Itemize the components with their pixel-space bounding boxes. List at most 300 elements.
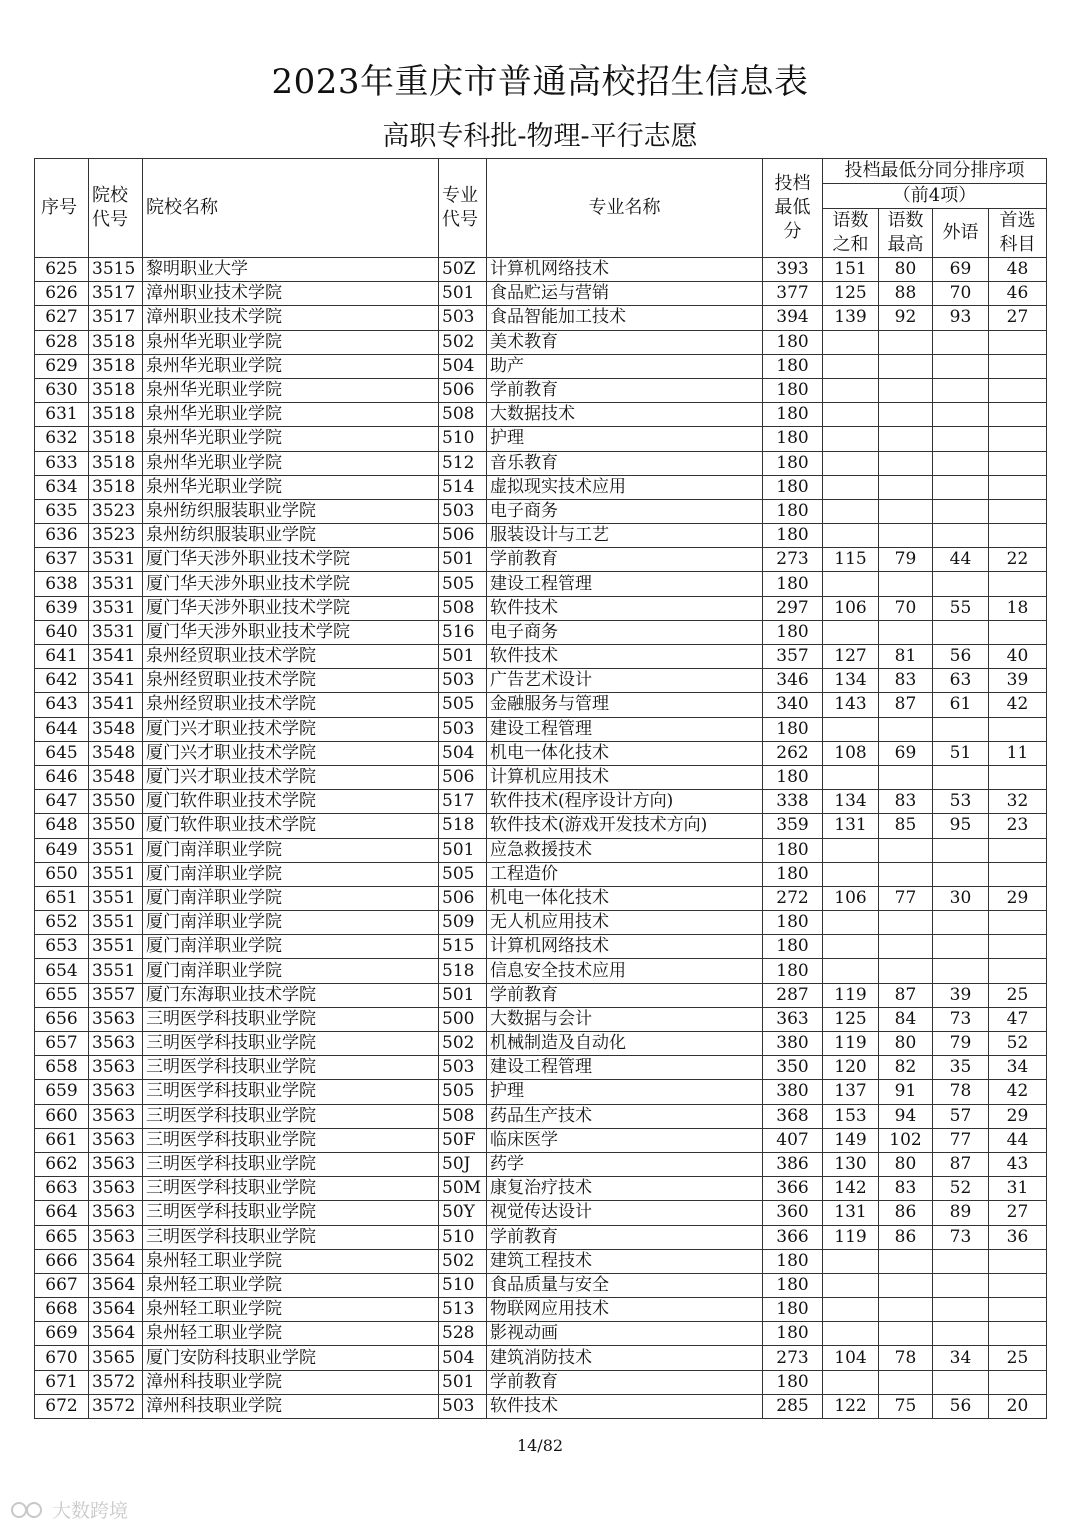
cell-t4 <box>989 1298 1047 1322</box>
cell-t3: 55 <box>933 596 989 620</box>
cell-school-code: 3518 <box>89 403 143 427</box>
cell-t4: 29 <box>989 886 1047 910</box>
cell-t1: 106 <box>823 596 879 620</box>
cell-t4 <box>989 862 1047 886</box>
cell-major-name: 应急救援技术 <box>487 838 763 862</box>
cell-seq: 649 <box>35 838 89 862</box>
cell-t1 <box>823 330 879 354</box>
cell-major-code: 50J <box>439 1152 487 1176</box>
cell-major-name: 机械制造及自动化 <box>487 1032 763 1056</box>
cell-min-score: 180 <box>763 1273 823 1297</box>
cell-min-score: 180 <box>763 499 823 523</box>
cell-min-score: 363 <box>763 1007 823 1031</box>
cell-major-name: 大数据技术 <box>487 403 763 427</box>
table-row <box>35 1346 1047 1370</box>
cell-t1: 119 <box>823 1032 879 1056</box>
cell-seq: 671 <box>35 1370 89 1394</box>
cell-t3: 61 <box>933 693 989 717</box>
header-school-name: 院校名称 <box>143 159 439 258</box>
cell-t2: 87 <box>879 983 933 1007</box>
cell-t4 <box>989 1273 1047 1297</box>
table-row <box>35 620 1047 644</box>
cell-min-score: 180 <box>763 1249 823 1273</box>
cell-seq: 667 <box>35 1273 89 1297</box>
cell-seq: 640 <box>35 620 89 644</box>
cell-school-code: 3518 <box>89 354 143 378</box>
header-row-1 <box>35 159 1047 184</box>
cell-school-name: 厦门南洋职业学院 <box>143 959 439 983</box>
cell-t2: 86 <box>879 1201 933 1225</box>
cell-major-name: 药学 <box>487 1152 763 1176</box>
table-row <box>35 427 1047 451</box>
cell-school-name: 三明医学科技职业学院 <box>143 1056 439 1080</box>
cell-t3 <box>933 524 989 548</box>
cell-major-code: 501 <box>439 548 487 572</box>
cell-t2 <box>879 572 933 596</box>
cell-major-code: 513 <box>439 1298 487 1322</box>
cell-school-name: 厦门南洋职业学院 <box>143 862 439 886</box>
cell-seq: 636 <box>35 524 89 548</box>
cell-school-code: 3551 <box>89 935 143 959</box>
cell-major-name: 虚拟现实技术应用 <box>487 475 763 499</box>
cell-major-name: 电子商务 <box>487 499 763 523</box>
cell-school-name: 厦门兴才职业技术学院 <box>143 717 439 741</box>
cell-seq: 658 <box>35 1056 89 1080</box>
table-row <box>35 838 1047 862</box>
cell-t4: 27 <box>989 1201 1047 1225</box>
cell-t2 <box>879 620 933 644</box>
cell-t1: 143 <box>823 693 879 717</box>
cell-seq: 627 <box>35 306 89 330</box>
cell-t1 <box>823 378 879 402</box>
cell-t4 <box>989 330 1047 354</box>
table-row <box>35 1007 1047 1031</box>
cell-school-code: 3531 <box>89 620 143 644</box>
cell-seq: 663 <box>35 1177 89 1201</box>
table-row <box>35 451 1047 475</box>
table-row <box>35 1128 1047 1152</box>
cell-t4: 40 <box>989 645 1047 669</box>
cell-min-score: 340 <box>763 693 823 717</box>
table-row <box>35 862 1047 886</box>
cell-major-code: 510 <box>439 427 487 451</box>
cell-major-code: 501 <box>439 645 487 669</box>
cell-min-score: 368 <box>763 1104 823 1128</box>
cell-school-name: 泉州轻工职业学院 <box>143 1249 439 1273</box>
cell-school-code: 3557 <box>89 983 143 1007</box>
cell-school-code: 3563 <box>89 1007 143 1031</box>
cell-seq: 653 <box>35 935 89 959</box>
cell-school-name: 泉州华光职业学院 <box>143 354 439 378</box>
cell-major-name: 康复治疗技术 <box>487 1177 763 1201</box>
cell-t2: 77 <box>879 886 933 910</box>
cell-min-score: 180 <box>763 935 823 959</box>
cell-min-score: 377 <box>763 282 823 306</box>
cell-min-score: 262 <box>763 741 823 765</box>
cell-school-name: 厦门安防科技职业学院 <box>143 1346 439 1370</box>
cell-seq: 650 <box>35 862 89 886</box>
cell-major-code: 504 <box>439 741 487 765</box>
cell-school-name: 三明医学科技职业学院 <box>143 1007 439 1031</box>
cell-t4 <box>989 499 1047 523</box>
cell-school-name: 泉州经贸职业技术学院 <box>143 645 439 669</box>
cell-seq: 651 <box>35 886 89 910</box>
cell-t1: 125 <box>823 282 879 306</box>
cell-t1 <box>823 838 879 862</box>
cell-seq: 638 <box>35 572 89 596</box>
cell-seq: 668 <box>35 1298 89 1322</box>
cell-seq: 670 <box>35 1346 89 1370</box>
cell-major-name: 学前教育 <box>487 983 763 1007</box>
cell-t1: 104 <box>823 1346 879 1370</box>
table-row <box>35 572 1047 596</box>
cell-school-name: 厦门南洋职业学院 <box>143 886 439 910</box>
header-seq: 序号 <box>35 159 89 258</box>
cell-school-code: 3517 <box>89 306 143 330</box>
cell-t4: 18 <box>989 596 1047 620</box>
cell-t2 <box>879 330 933 354</box>
cell-min-score: 346 <box>763 669 823 693</box>
cell-school-name: 泉州华光职业学院 <box>143 378 439 402</box>
cell-seq: 625 <box>35 258 89 282</box>
cell-t3: 63 <box>933 669 989 693</box>
cell-school-name: 三明医学科技职业学院 <box>143 1201 439 1225</box>
admission-table <box>34 158 1047 1419</box>
cell-t2 <box>879 1249 933 1273</box>
cell-school-code: 3523 <box>89 524 143 548</box>
table-row <box>35 1032 1047 1056</box>
cell-seq: 634 <box>35 475 89 499</box>
cell-t4: 32 <box>989 790 1047 814</box>
cell-min-score: 180 <box>763 475 823 499</box>
cell-major-code: 508 <box>439 403 487 427</box>
cell-t2 <box>879 403 933 427</box>
cell-major-name: 护理 <box>487 427 763 451</box>
cell-t2: 79 <box>879 548 933 572</box>
cell-seq: 632 <box>35 427 89 451</box>
cell-t1: 125 <box>823 1007 879 1031</box>
header-t1: 语数之和 <box>823 209 879 258</box>
cell-min-score: 273 <box>763 1346 823 1370</box>
cell-school-name: 厦门华天涉外职业技术学院 <box>143 620 439 644</box>
cell-t1 <box>823 717 879 741</box>
table-row <box>35 596 1047 620</box>
cell-seq: 642 <box>35 669 89 693</box>
header-major-name: 专业名称 <box>487 159 763 258</box>
cell-t4: 39 <box>989 669 1047 693</box>
cell-min-score: 180 <box>763 403 823 427</box>
cell-t1: 122 <box>823 1394 879 1418</box>
cell-t3 <box>933 475 989 499</box>
cell-major-name: 金融服务与管理 <box>487 693 763 717</box>
cell-t1 <box>823 765 879 789</box>
cell-t4 <box>989 427 1047 451</box>
cell-school-code: 3565 <box>89 1346 143 1370</box>
cell-school-name: 厦门南洋职业学院 <box>143 935 439 959</box>
table-row <box>35 524 1047 548</box>
cell-min-score: 360 <box>763 1201 823 1225</box>
cell-t2: 83 <box>879 790 933 814</box>
cell-school-name: 漳州科技职业学院 <box>143 1394 439 1418</box>
cell-major-name: 助产 <box>487 354 763 378</box>
cell-t4: 47 <box>989 1007 1047 1031</box>
cell-t2 <box>879 524 933 548</box>
table-row <box>35 911 1047 935</box>
cell-seq: 643 <box>35 693 89 717</box>
cell-school-name: 泉州经贸职业技术学院 <box>143 669 439 693</box>
cell-t4: 22 <box>989 548 1047 572</box>
cell-school-name: 三明医学科技职业学院 <box>143 1080 439 1104</box>
cell-t4 <box>989 717 1047 741</box>
cell-seq: 631 <box>35 403 89 427</box>
cell-school-code: 3551 <box>89 838 143 862</box>
cell-t3 <box>933 403 989 427</box>
cell-major-code: 518 <box>439 959 487 983</box>
cell-school-code: 3523 <box>89 499 143 523</box>
cell-major-name: 学前教育 <box>487 1370 763 1394</box>
cell-min-score: 380 <box>763 1080 823 1104</box>
cell-major-code: 502 <box>439 1249 487 1273</box>
cell-t3: 57 <box>933 1104 989 1128</box>
cell-t2 <box>879 1370 933 1394</box>
cell-t1: 137 <box>823 1080 879 1104</box>
cell-t4: 52 <box>989 1032 1047 1056</box>
cell-major-name: 大数据与会计 <box>487 1007 763 1031</box>
cell-t1 <box>823 354 879 378</box>
cell-school-name: 泉州华光职业学院 <box>143 475 439 499</box>
cell-major-name: 建筑消防技术 <box>487 1346 763 1370</box>
cell-t4: 25 <box>989 1346 1047 1370</box>
table-row <box>35 645 1047 669</box>
cell-major-code: 501 <box>439 838 487 862</box>
cell-t1: 142 <box>823 1177 879 1201</box>
cell-major-name: 软件技术(程序设计方向) <box>487 790 763 814</box>
table-row <box>35 258 1047 282</box>
cell-seq: 669 <box>35 1322 89 1346</box>
cell-seq: 645 <box>35 741 89 765</box>
cell-major-code: 506 <box>439 524 487 548</box>
table-row <box>35 1273 1047 1297</box>
cell-t1: 127 <box>823 645 879 669</box>
cell-school-name: 三明医学科技职业学院 <box>143 1032 439 1056</box>
cell-t3: 35 <box>933 1056 989 1080</box>
header-school-code: 院校代号 <box>89 159 143 258</box>
cell-school-code: 3563 <box>89 1056 143 1080</box>
cell-school-code: 3563 <box>89 1032 143 1056</box>
cell-t3 <box>933 838 989 862</box>
cell-t1: 151 <box>823 258 879 282</box>
cell-seq: 655 <box>35 983 89 1007</box>
cell-school-code: 3563 <box>89 1201 143 1225</box>
cell-school-code: 3541 <box>89 645 143 669</box>
cell-school-code: 3550 <box>89 814 143 838</box>
cell-t3 <box>933 911 989 935</box>
cell-t1 <box>823 403 879 427</box>
brand-text: 大数跨境 <box>52 1501 129 1522</box>
cell-major-code: 502 <box>439 330 487 354</box>
cell-seq: 644 <box>35 717 89 741</box>
cell-t4: 46 <box>989 282 1047 306</box>
cell-school-code: 3563 <box>89 1080 143 1104</box>
cell-t1 <box>823 475 879 499</box>
cell-min-score: 393 <box>763 258 823 282</box>
cell-major-code: 501 <box>439 983 487 1007</box>
cell-t3: 44 <box>933 548 989 572</box>
cell-seq: 637 <box>35 548 89 572</box>
cell-major-name: 建设工程管理 <box>487 1056 763 1080</box>
cell-t1 <box>823 427 879 451</box>
cell-min-score: 386 <box>763 1152 823 1176</box>
cell-t1 <box>823 1298 879 1322</box>
cell-t4: 31 <box>989 1177 1047 1201</box>
cell-seq: 629 <box>35 354 89 378</box>
cell-t2 <box>879 1322 933 1346</box>
cell-t2: 80 <box>879 1032 933 1056</box>
table-row <box>35 959 1047 983</box>
cell-seq: 662 <box>35 1152 89 1176</box>
cell-t3 <box>933 427 989 451</box>
cell-min-score: 366 <box>763 1225 823 1249</box>
cell-school-name: 厦门南洋职业学院 <box>143 911 439 935</box>
cell-major-name: 无人机应用技术 <box>487 911 763 935</box>
cell-school-code: 3548 <box>89 765 143 789</box>
cell-t2: 92 <box>879 306 933 330</box>
cell-major-name: 计算机网络技术 <box>487 258 763 282</box>
cell-t3 <box>933 765 989 789</box>
cell-min-score: 359 <box>763 814 823 838</box>
cell-min-score: 180 <box>763 765 823 789</box>
cell-t2: 80 <box>879 1152 933 1176</box>
cell-seq: 660 <box>35 1104 89 1128</box>
cell-major-code: 500 <box>439 1007 487 1031</box>
cell-t3 <box>933 572 989 596</box>
table-row <box>35 354 1047 378</box>
cell-t4 <box>989 572 1047 596</box>
cell-major-code: 50M <box>439 1177 487 1201</box>
cell-school-name: 厦门华天涉外职业技术学院 <box>143 596 439 620</box>
cell-school-name: 泉州纺织服装职业学院 <box>143 524 439 548</box>
cell-major-code: 517 <box>439 790 487 814</box>
cell-major-name: 美术教育 <box>487 330 763 354</box>
cell-t3: 51 <box>933 741 989 765</box>
cell-t3: 52 <box>933 1177 989 1201</box>
table-row <box>35 1152 1047 1176</box>
table-row <box>35 403 1047 427</box>
cell-t3 <box>933 451 989 475</box>
cell-school-name: 厦门软件职业技术学院 <box>143 814 439 838</box>
cell-major-name: 建筑工程技术 <box>487 1249 763 1273</box>
cell-seq: 661 <box>35 1128 89 1152</box>
table-row <box>35 886 1047 910</box>
cell-t2 <box>879 451 933 475</box>
brand-logo-icon <box>10 1499 46 1521</box>
cell-t2 <box>879 499 933 523</box>
header-min-score: 投档最低分 <box>763 159 823 258</box>
cell-seq: 641 <box>35 645 89 669</box>
cell-seq: 626 <box>35 282 89 306</box>
cell-school-name: 厦门兴才职业技术学院 <box>143 765 439 789</box>
table-row <box>35 1104 1047 1128</box>
cell-min-score: 180 <box>763 378 823 402</box>
cell-t3 <box>933 378 989 402</box>
cell-major-name: 机电一体化技术 <box>487 886 763 910</box>
cell-major-name: 电子商务 <box>487 620 763 644</box>
cell-t4: 20 <box>989 1394 1047 1418</box>
cell-school-name: 黎明职业大学 <box>143 258 439 282</box>
cell-seq: 646 <box>35 765 89 789</box>
table-row <box>35 790 1047 814</box>
cell-t1 <box>823 1249 879 1273</box>
cell-major-code: 506 <box>439 765 487 789</box>
cell-major-name: 学前教育 <box>487 378 763 402</box>
cell-t1 <box>823 935 879 959</box>
cell-seq: 639 <box>35 596 89 620</box>
cell-seq: 657 <box>35 1032 89 1056</box>
cell-t3: 95 <box>933 814 989 838</box>
cell-school-code: 3517 <box>89 282 143 306</box>
cell-t3 <box>933 499 989 523</box>
table-row <box>35 1177 1047 1201</box>
cell-t1 <box>823 1273 879 1297</box>
table-row <box>35 1298 1047 1322</box>
table-row <box>35 717 1047 741</box>
table-row <box>35 669 1047 693</box>
cell-t2: 91 <box>879 1080 933 1104</box>
page-title: 2023年重庆市普通高校招生信息表 <box>271 62 809 102</box>
table-row <box>35 983 1047 1007</box>
cell-min-score: 350 <box>763 1056 823 1080</box>
cell-t4: 11 <box>989 741 1047 765</box>
cell-seq: 635 <box>35 499 89 523</box>
table-row <box>35 1370 1047 1394</box>
cell-t3: 77 <box>933 1128 989 1152</box>
cell-t3: 34 <box>933 1346 989 1370</box>
cell-t3 <box>933 935 989 959</box>
cell-major-name: 机电一体化技术 <box>487 741 763 765</box>
cell-major-name: 广告艺术设计 <box>487 669 763 693</box>
cell-t4 <box>989 451 1047 475</box>
cell-min-score: 380 <box>763 1032 823 1056</box>
cell-t3: 78 <box>933 1080 989 1104</box>
cell-major-code: 516 <box>439 620 487 644</box>
cell-major-name: 学前教育 <box>487 548 763 572</box>
cell-school-code: 3518 <box>89 475 143 499</box>
cell-min-score: 180 <box>763 862 823 886</box>
cell-t4 <box>989 475 1047 499</box>
cell-major-name: 食品贮运与营销 <box>487 282 763 306</box>
cell-t4: 27 <box>989 306 1047 330</box>
table-row <box>35 330 1047 354</box>
table-row <box>35 499 1047 523</box>
cell-t3: 53 <box>933 790 989 814</box>
cell-t4: 42 <box>989 1080 1047 1104</box>
cell-school-code: 3563 <box>89 1225 143 1249</box>
page-subtitle: 高职专科批-物理-平行志愿 <box>382 121 698 152</box>
cell-t1: 119 <box>823 1225 879 1249</box>
cell-t2 <box>879 911 933 935</box>
cell-t1 <box>823 620 879 644</box>
cell-t4: 23 <box>989 814 1047 838</box>
cell-school-name: 泉州纺织服装职业学院 <box>143 499 439 523</box>
cell-school-code: 3531 <box>89 596 143 620</box>
cell-t1 <box>823 911 879 935</box>
cell-min-score: 180 <box>763 620 823 644</box>
cell-min-score: 180 <box>763 959 823 983</box>
cell-major-code: 503 <box>439 669 487 693</box>
cell-min-score: 180 <box>763 524 823 548</box>
cell-t2: 102 <box>879 1128 933 1152</box>
cell-t2: 80 <box>879 258 933 282</box>
